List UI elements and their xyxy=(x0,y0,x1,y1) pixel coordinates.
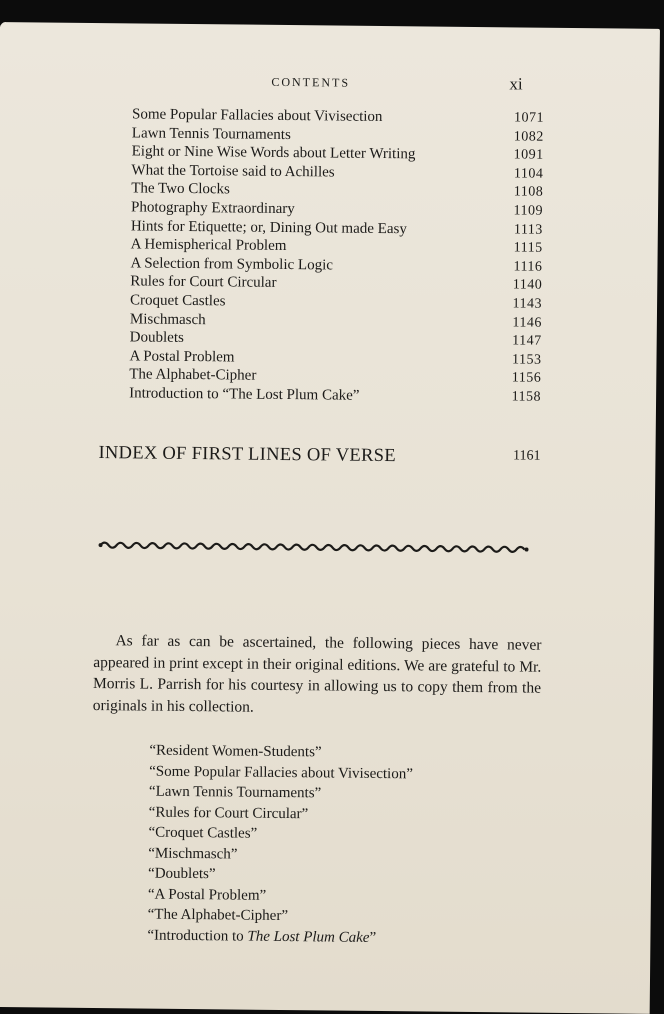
index-heading-page: 1161 xyxy=(512,448,541,464)
running-head-page-number: xi xyxy=(509,74,523,94)
index-heading xyxy=(98,443,540,472)
list-item: “Resident Women-Students” xyxy=(149,742,322,761)
entry-title: Hints for Etiquette; or, Dining Out made Easy xyxy=(130,217,407,237)
entry-page: 1143 xyxy=(512,296,543,312)
entry-title: The Two Clocks xyxy=(131,180,231,198)
entry-page: 1140 xyxy=(512,277,543,294)
contents-list xyxy=(129,105,544,407)
list-item: “Some Popular Fallacies about Vivisection” xyxy=(149,763,414,782)
entry-page: 1113 xyxy=(513,221,543,238)
entry-title: Lawn Tennis Tournaments xyxy=(131,124,291,143)
entry-page: 1091 xyxy=(513,147,544,163)
entry-title: A Hemispherical Problem xyxy=(130,236,287,255)
book-page xyxy=(0,22,660,1014)
list-item xyxy=(147,925,411,948)
list-item: “Rules for Court Circular” xyxy=(148,804,309,822)
item-prefix: “Introduction to xyxy=(147,927,248,945)
list-item: “Doublets” xyxy=(148,865,216,883)
item-italic-title: The Lost Plum Cake xyxy=(247,928,370,946)
entry-title: Croquet Castles xyxy=(130,292,226,310)
entry-title: Some Popular Fallacies about Vivisection xyxy=(131,106,383,126)
item-suffix: ” xyxy=(369,929,377,946)
entry-title: A Postal Problem xyxy=(129,348,235,366)
entry-page: 1082 xyxy=(513,128,544,145)
entry-title: Doublets xyxy=(129,329,184,347)
previously-unpublished-list xyxy=(147,741,413,949)
entry-title: What the Tortoise said to Achilles xyxy=(131,162,335,181)
entry-page: 1147 xyxy=(512,333,542,349)
list-item: “Croquet Castles” xyxy=(148,824,258,842)
entry-title: Eight or Nine Wise Words about Letter Writing xyxy=(131,143,416,163)
entry-title: Mischmasch xyxy=(129,310,206,328)
entry-title: Photography Extraordinary xyxy=(130,199,295,218)
entry-page: 1115 xyxy=(513,240,543,256)
entry-title: The Alphabet-Cipher xyxy=(129,366,257,385)
contents-entry xyxy=(129,384,541,407)
list-item: “A Postal Problem” xyxy=(147,886,267,904)
entry-title: Introduction to “The Lost Plum Cake” xyxy=(129,385,360,404)
index-heading-title: INDEX OF FIRST LINES OF VERSE xyxy=(98,443,396,467)
acknowledgement-paragraph: As far as can be ascertained, the following pieces have never appeared in print except in their original editions. We are grateful to Mr. Morris L. Parrish for his courtesy in allowing us to copy them from the originals in his collection. xyxy=(92,632,542,716)
entry-title: Rules for Court Circular xyxy=(130,273,277,292)
entry-page: 1156 xyxy=(511,370,542,386)
entry-page: 1071 xyxy=(513,110,545,126)
list-item: “The Alphabet-Cipher” xyxy=(147,906,289,925)
entry-page: 1146 xyxy=(512,314,542,331)
entry-page: 1153 xyxy=(511,352,542,368)
running-head-title: CONTENTS xyxy=(271,74,351,90)
entry-title: A Selection from Symbolic Logic xyxy=(130,255,334,274)
entry-page: 1108 xyxy=(513,184,544,201)
entry-page: 1116 xyxy=(513,259,543,275)
entry-page: 1109 xyxy=(513,203,544,219)
running-head xyxy=(0,72,659,99)
entry-page: 1104 xyxy=(513,166,544,182)
list-item: “Lawn Tennis Tournaments” xyxy=(148,783,322,802)
list-item: “Mischmasch” xyxy=(148,845,238,863)
entry-page: 1158 xyxy=(511,389,542,405)
